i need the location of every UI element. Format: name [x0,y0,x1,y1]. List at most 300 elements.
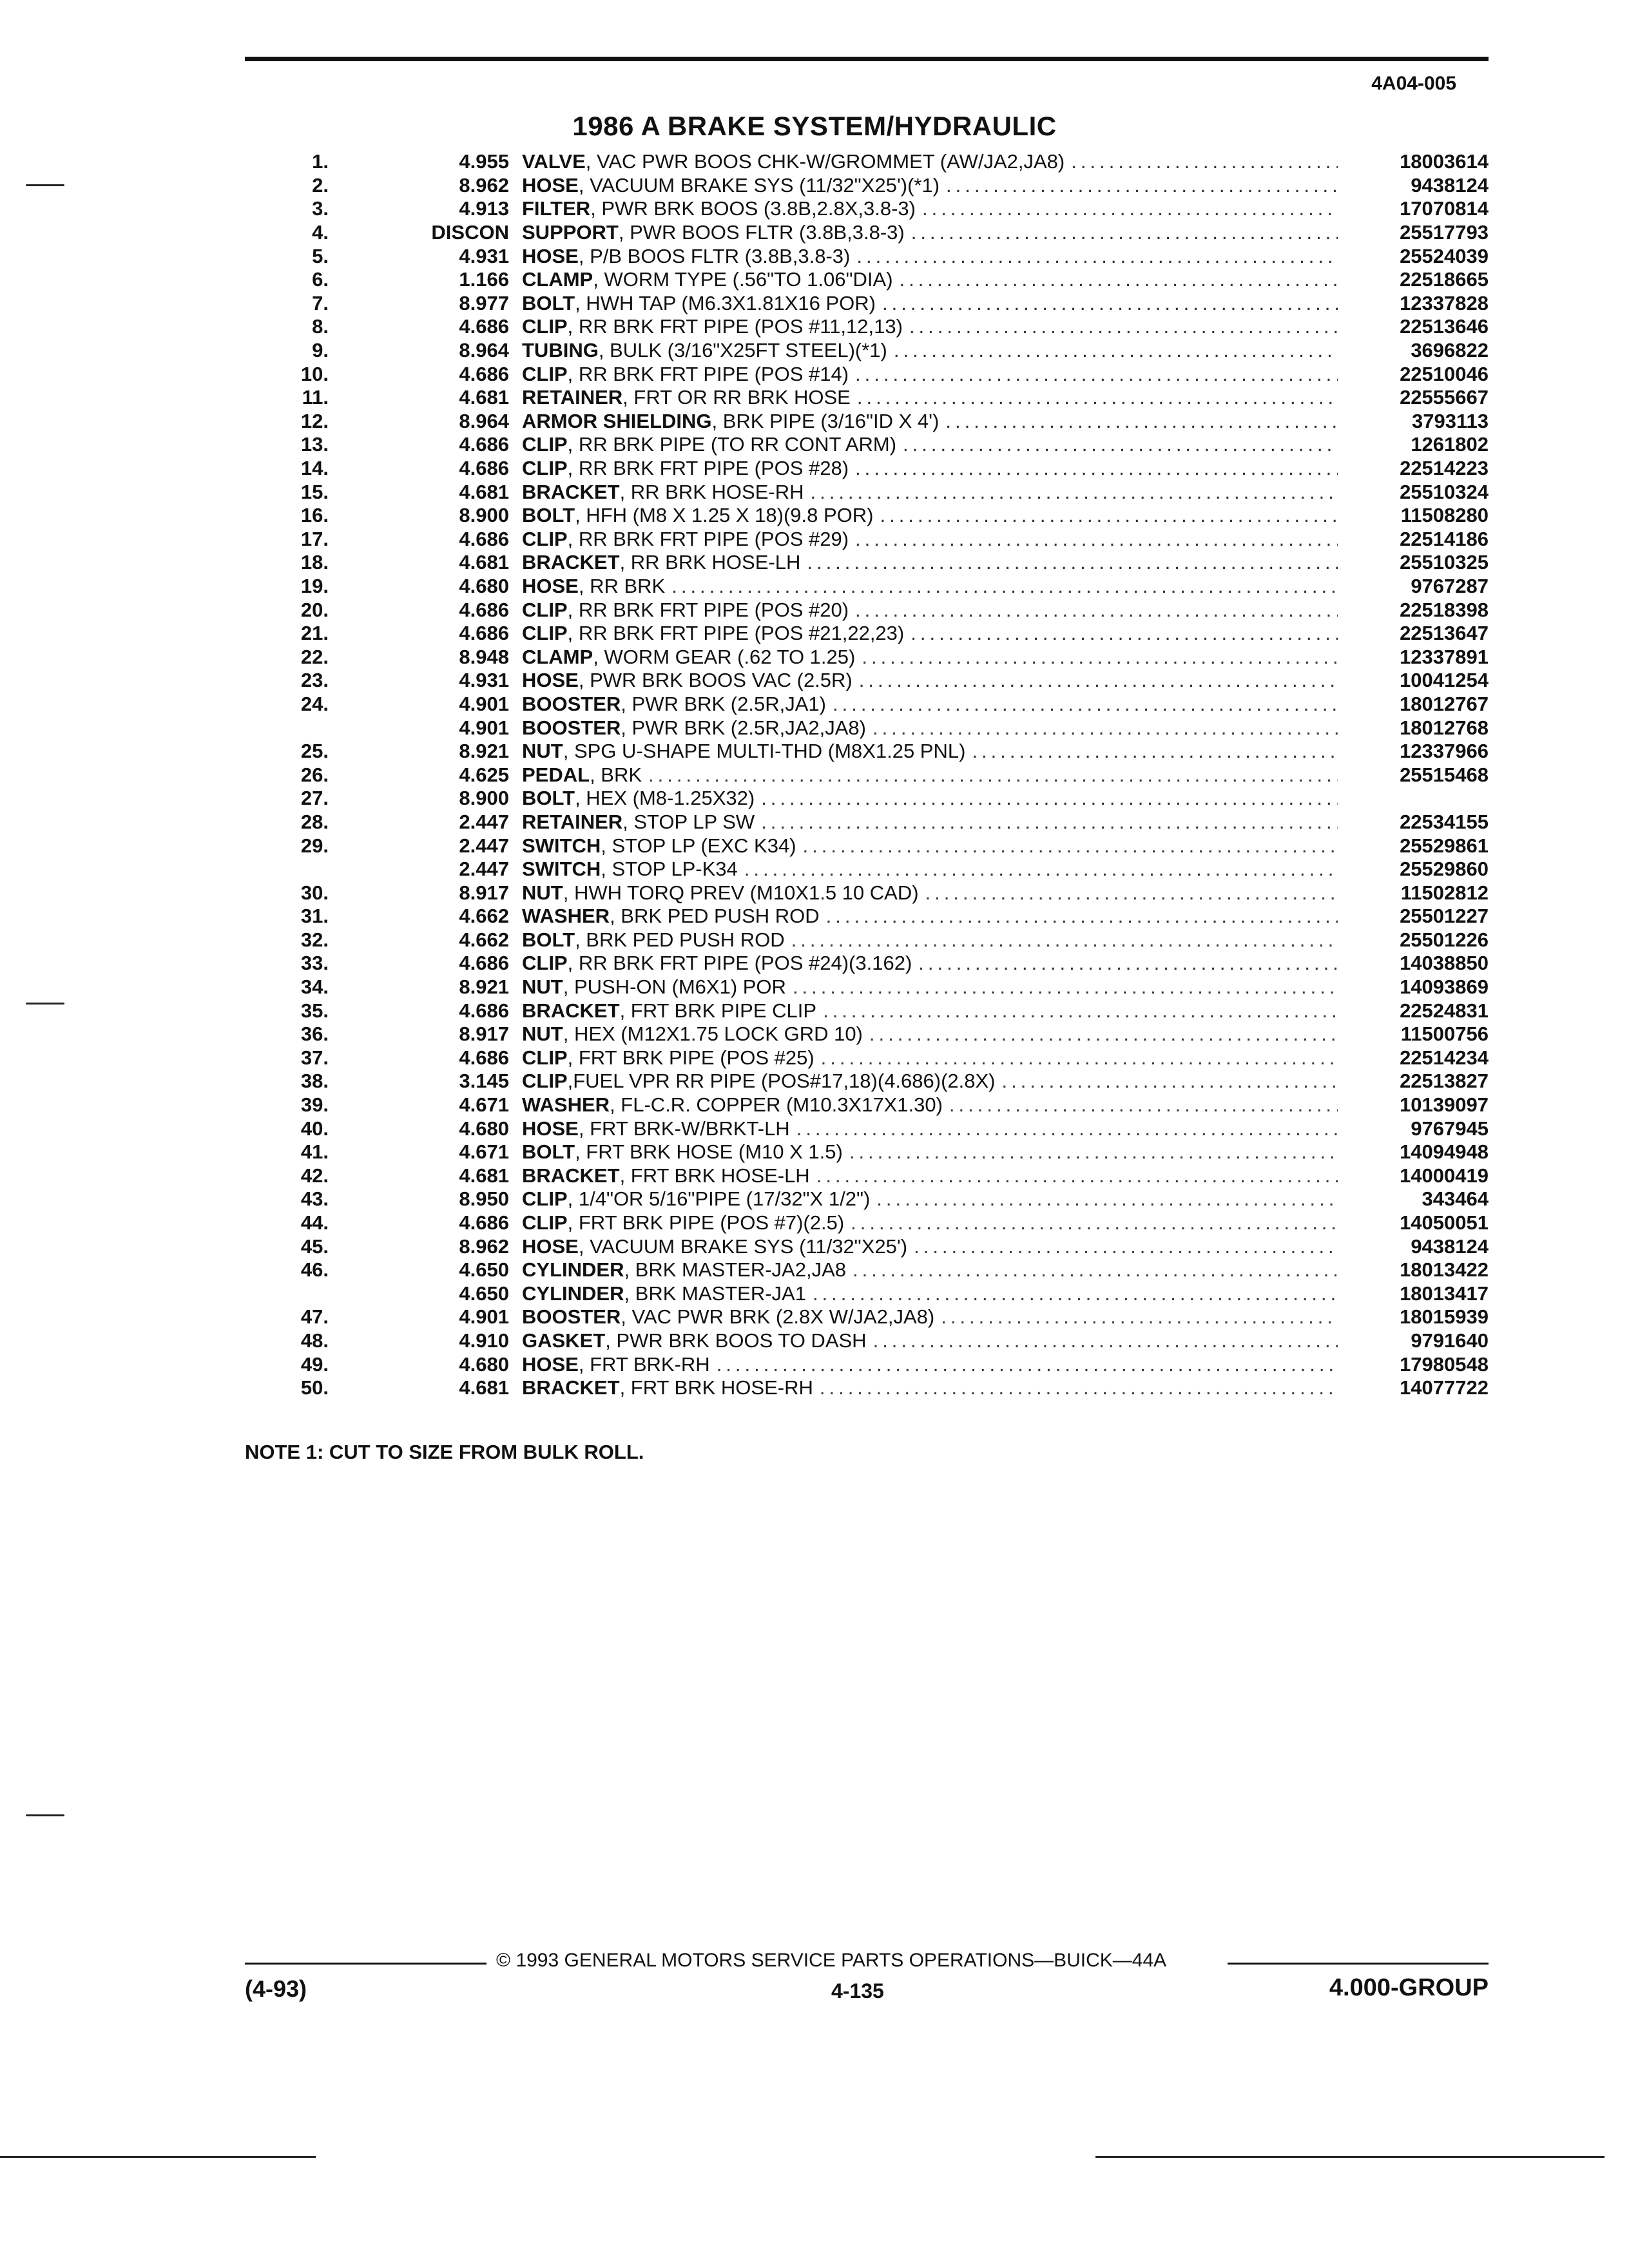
part-row [245,693,1489,716]
leader-dots [816,1164,1338,1187]
part-number: 18015939 [1400,1305,1489,1329]
part-detail: , PWR BRK BOOS (3.8B,2.8X,3.8-3) [590,197,916,220]
part-number: 22518398 [1400,598,1489,621]
item-number: 1. [312,150,329,173]
part-number: 9438124 [1411,173,1489,197]
part-description [522,1140,1347,1164]
leader-dots [761,787,1338,810]
leader-dots [671,575,1338,598]
part-description [522,599,1347,622]
item-number: 4. [312,221,329,244]
group-number: 8.917 [459,1023,509,1046]
item-number: 6. [312,268,329,291]
part-name: FILTER [522,197,591,220]
part-detail: , RR BRK PIPE (TO RR CONT ARM) [567,433,897,456]
part-description [522,787,1347,810]
group-number: 4.680 [459,574,509,597]
part-number: 25510324 [1400,480,1489,503]
part-detail: , FRT BRK PIPE CLIP [619,999,817,1022]
part-name: RETAINER [522,810,623,833]
part-detail: , FRT BRK-RH [578,1352,710,1376]
item-number: 14. [300,457,329,480]
part-row [245,339,1489,363]
part-name: RETAINER [522,386,623,409]
part-detail: , FL-C.R. COPPER (M10.3X17X1.30) [610,1093,943,1117]
part-description [522,551,1347,574]
part-name: CLIP [522,433,568,456]
group-number: 4.681 [459,386,509,409]
item-number: 24. [300,692,329,715]
leader-dots [717,1353,1338,1376]
part-number: 22510046 [1400,362,1489,385]
leader-dots [922,197,1338,220]
part-name: BOLT [522,787,575,810]
item-number: 8. [312,315,329,338]
item-number: 5. [312,244,329,267]
part-name: BOLT [522,928,575,951]
item-number: 43. [300,1187,329,1211]
footnote: NOTE 1: CUT TO SIZE FROM BULK ROLL. [245,1441,644,1463]
part-number: 25529860 [1400,858,1489,881]
part-description [522,1211,1347,1235]
part-number: 25510325 [1400,551,1489,574]
item-number: 32. [300,928,329,951]
part-number: 14077722 [1400,1376,1489,1399]
item-number: 16. [300,504,329,527]
item-number: 9. [312,339,329,362]
leader-dots [855,457,1338,480]
group-number: 4.686 [459,433,509,456]
item-number: 45. [300,1235,329,1258]
item-number: 3. [312,197,329,220]
doc-code: 4A04-005 [1371,73,1456,94]
leader-dots [869,1023,1338,1046]
part-detail: , SPG U-SHAPE MULTI-THD (M8X1.25 PNL) [563,740,966,763]
group-number: 4.686 [459,527,509,550]
part-description [522,481,1347,504]
item-number: 28. [300,810,329,833]
item-number: 31. [300,905,329,928]
part-description [522,1353,1347,1376]
part-detail: , STOP LP-K34 [601,858,738,881]
leader-dots [855,363,1338,386]
part-description [522,1164,1347,1187]
part-number: 14038850 [1400,952,1489,975]
part-description [522,1117,1347,1140]
part-name: NUT [522,1023,563,1046]
part-detail: , BRK PIPE (3/16"ID X 4') [711,409,940,432]
part-number: 1261802 [1411,433,1489,456]
group-number: 4.650 [459,1282,509,1305]
group-number: 4.681 [459,1164,509,1187]
part-detail: , RR BRK FRT PIPE (POS #29) [567,527,849,550]
part-number: 12337828 [1400,291,1489,314]
item-number: 26. [300,763,329,786]
part-name: CLIP [522,457,568,480]
leader-dots [941,1305,1338,1329]
group-number: 4.686 [459,362,509,385]
part-detail: , HEX (M8-1.25X32) [575,787,755,810]
part-name: HOSE [522,1235,579,1258]
part-name: SWITCH [522,834,601,857]
bottom-rule-left [0,2156,316,2158]
part-row [245,386,1489,410]
item-number: 29. [300,834,329,857]
leader-dots [810,481,1338,504]
part-number: 10041254 [1400,669,1489,692]
item-number: 33. [300,952,329,975]
group-number: 4.686 [459,622,509,645]
part-name: WASHER [522,905,610,928]
part-detail: , BULK (3/16"X25FT STEEL)(*1) [598,339,887,362]
part-number: 14050051 [1400,1211,1489,1235]
part-name: CLAMP [522,645,593,668]
part-name: SWITCH [522,858,601,881]
part-row [245,480,1489,504]
item-number: 22. [300,645,329,668]
part-detail: , FRT BRK-W/BRKT-LH [578,1117,790,1140]
part-name: BRACKET [522,1376,620,1399]
part-number: 9767945 [1411,1117,1489,1140]
group-number: 4.686 [459,952,509,975]
part-row [245,197,1489,221]
leader-dots [807,551,1338,574]
part-number: 17070814 [1400,197,1489,220]
part-name: CLIP [522,598,568,621]
part-detail: , RR BRK HOSE-LH [619,551,801,574]
part-detail: , WORM TYPE (.56"TO 1.06"DIA) [593,268,893,291]
part-row [245,504,1489,528]
group-number: DISCON [431,221,509,244]
item-number: 7. [312,291,329,314]
group-number: 4.686 [459,457,509,480]
part-number: 14093869 [1400,975,1489,999]
part-number: 22534155 [1400,810,1489,833]
group-number: 4.680 [459,1117,509,1140]
part-detail: , RR BRK FRT PIPE (POS #14) [567,362,849,385]
part-name: NUT [522,740,563,763]
group-number: 4.681 [459,1376,509,1399]
group-number: 8.977 [459,291,509,314]
group-number: 8.917 [459,881,509,904]
group-number: 4.686 [459,598,509,621]
part-row [245,551,1489,575]
group-number: 4.681 [459,480,509,503]
part-name: CYLINDER [522,1282,624,1305]
group-number: 1.166 [459,268,509,291]
leader-dots [909,315,1338,338]
top-rule [245,57,1489,61]
part-description [522,1070,1347,1093]
part-name: CLIP [522,1211,568,1235]
item-number: 2. [312,173,329,197]
part-number: 3696822 [1411,339,1489,362]
part-row [245,1070,1489,1093]
leader-dots [872,716,1338,740]
item-number: 11. [302,386,329,409]
part-description [522,245,1347,268]
part-name: HOSE [522,244,579,267]
part-description [522,669,1347,692]
leader-dots [648,764,1338,787]
group-number: 8.921 [459,740,509,763]
part-number: 25501226 [1400,928,1489,951]
part-number: 18012768 [1400,716,1489,739]
part-number: 9767287 [1411,574,1489,597]
part-name: CLIP [522,362,568,385]
part-description [522,197,1347,220]
part-row [245,1140,1489,1164]
item-number: 15. [300,480,329,503]
part-description [522,764,1347,787]
part-row [245,575,1489,599]
part-name: NUT [522,975,563,999]
group-number: 2.447 [459,810,509,833]
part-name: BOLT [522,1140,575,1164]
part-description [522,1329,1347,1352]
part-name: BRACKET [522,480,620,503]
part-description [522,315,1347,338]
group-number: 4.955 [459,150,509,173]
part-row [245,716,1489,740]
part-number: 25524039 [1400,244,1489,267]
part-number: 9791640 [1411,1329,1489,1352]
footer-rule-right [1228,1963,1489,1965]
part-description [522,693,1347,716]
leader-dots [876,1187,1338,1211]
part-number: 22555667 [1400,386,1489,409]
part-name: BRACKET [522,1164,620,1187]
leader-dots [791,928,1338,952]
part-description [522,433,1347,456]
part-row [245,1235,1489,1258]
group-number: 4.686 [459,1211,509,1235]
group-number: 8.900 [459,787,509,810]
part-detail: , BRK MASTER-JA1 [624,1282,806,1305]
group-number: 4.686 [459,1046,509,1069]
part-description [522,150,1347,173]
part-detail: , RR BRK HOSE-RH [619,480,804,503]
part-detail: , RR BRK FRT PIPE (POS #20) [567,598,849,621]
part-description [522,811,1347,834]
part-detail: , PWR BRK BOOS TO DASH [605,1329,867,1352]
part-row [245,457,1489,481]
item-number: 46. [300,1258,329,1282]
leader-dots [823,999,1338,1023]
part-name: GASKET [522,1329,606,1352]
part-number: 25529861 [1400,834,1489,857]
item-number: 39. [300,1093,329,1117]
part-number: 22513647 [1400,622,1489,645]
part-detail: , HWH TORQ PREV (M10X1.5 10 CAD) [563,881,919,904]
part-number: 12337891 [1400,645,1489,668]
group-number: 4.931 [459,244,509,267]
part-description [522,740,1347,763]
leader-dots [945,410,1338,433]
part-row [245,834,1489,858]
part-description [522,1282,1347,1305]
part-description [522,575,1347,598]
part-row [245,1164,1489,1188]
part-row [245,1211,1489,1235]
part-row [245,975,1489,999]
group-number: 8.964 [459,339,509,362]
group-number: 4.662 [459,905,509,928]
part-name: CLIP [522,1046,568,1069]
item-number: 30. [300,881,329,904]
part-number: 25501227 [1400,905,1489,928]
part-number: 3793113 [1412,409,1489,432]
leader-dots [949,1093,1338,1117]
part-row [245,1352,1489,1376]
part-number: 18012767 [1400,692,1489,715]
group-number: 4.662 [459,928,509,951]
part-detail: , BRK PED PUSH ROD [610,905,820,928]
group-number: 8.921 [459,975,509,999]
part-number: 25515468 [1400,763,1489,786]
part-description [522,1305,1347,1329]
leader-dots [851,1211,1338,1235]
part-description [522,928,1347,952]
part-detail: , HEX (M12X1.75 LOCK GRD 10) [563,1023,863,1046]
part-description [522,1023,1347,1046]
group-number: 4.625 [459,763,509,786]
part-row [245,1187,1489,1211]
part-row [245,787,1489,811]
part-row [245,362,1489,386]
group-number: 8.962 [459,173,509,197]
part-description [522,410,1347,433]
part-detail: ,FUEL VPR RR PIPE (POS#17,18)(4.686)(2.8X) [567,1070,996,1093]
part-detail: , FRT BRK PIPE (POS #7)(2.5) [567,1211,845,1235]
part-description [522,1258,1347,1282]
part-detail: , FRT BRK PIPE (POS #25) [567,1046,815,1069]
part-detail: , PWR BOOS FLTR (3.8B,3.8-3) [618,221,905,244]
group-number: 8.900 [459,504,509,527]
part-description [522,339,1347,362]
part-detail: , BRK [590,763,642,786]
item-number: 34. [300,975,329,999]
part-name: HOSE [522,1352,579,1376]
part-detail: , FRT BRK HOSE-RH [619,1376,813,1399]
part-row [245,1117,1489,1140]
part-description [522,1235,1347,1258]
part-name: WASHER [522,1093,610,1117]
part-row [245,174,1489,198]
part-description [522,363,1347,386]
part-name: PEDAL [522,763,590,786]
part-row [245,268,1489,292]
part-detail: , FRT BRK HOSE-LH [619,1164,810,1187]
part-description [522,858,1347,881]
item-number: 13. [300,433,329,456]
part-row [245,1023,1489,1046]
leader-dots [833,693,1338,716]
part-detail: , 1/4"OR 5/16"PIPE (17/32"X 1/2") [567,1187,871,1211]
part-row [245,528,1489,552]
leader-dots [855,599,1338,622]
leader-dots [946,174,1338,197]
part-name: BOOSTER [522,1305,621,1329]
part-row [245,244,1489,268]
part-row [245,928,1489,952]
leader-dots [911,221,1338,244]
item-number: 42. [300,1164,329,1187]
item-number: 35. [300,999,329,1022]
leader-dots [857,386,1338,409]
part-row [245,1282,1489,1306]
part-detail: , PWR BRK (2.5R,JA1) [621,692,826,715]
leader-dots [911,622,1338,645]
part-name: ARMOR SHIELDING [522,409,712,432]
part-detail: , FRT BRK HOSE (M10 X 1.5) [575,1140,843,1164]
part-description [522,905,1347,928]
group-number: 4.681 [459,551,509,574]
part-number: 9438124 [1411,1235,1489,1258]
part-name: BOLT [522,291,575,314]
part-description [522,528,1347,551]
part-row [245,952,1489,975]
group-number: 4.671 [459,1140,509,1164]
part-row [245,292,1489,316]
part-number: 22518665 [1400,268,1489,291]
leader-dots [882,292,1338,315]
leader-dots [873,1329,1338,1352]
part-description [522,292,1347,315]
page-number: 4-135 [831,1979,884,2003]
part-row [245,410,1489,434]
part-description [522,881,1347,905]
part-row [245,598,1489,622]
part-row [245,1376,1489,1400]
part-detail: , PWR BRK BOOS VAC (2.5R) [578,669,853,692]
item-number: 18. [300,551,329,574]
part-name: HOSE [522,173,579,197]
item-number: 27. [300,787,329,810]
part-detail: , PUSH-ON (M6X1) POR [563,975,786,999]
part-name: CLIP [522,1187,568,1211]
group-number: 4.686 [459,999,509,1022]
bottom-rule-right [1095,2156,1605,2158]
part-number: 18003614 [1400,150,1489,173]
part-description [522,975,1347,999]
item-number: 37. [300,1046,329,1069]
part-description [522,457,1347,480]
part-description [522,1093,1347,1117]
leader-dots [856,245,1338,268]
leader-dots [826,905,1338,928]
group-number: 4.913 [459,197,509,220]
part-row [245,315,1489,339]
part-detail: , STOP LP (EXC K34) [601,834,796,857]
part-number: 22514234 [1400,1046,1489,1069]
leader-dots [821,1046,1338,1070]
part-row [245,1046,1489,1070]
part-name: SUPPORT [522,221,619,244]
leader-dots [744,858,1338,881]
item-number: 17. [300,527,329,550]
part-number: 11508280 [1400,504,1489,527]
part-name: BRACKET [522,999,620,1022]
part-detail: , VAC PWR BOOS CHK-W/GROMMET (AW/JA2,JA8) [585,150,1065,173]
item-number: 40. [300,1117,329,1140]
item-number: 36. [300,1023,329,1046]
part-detail: , VACUUM BRAKE SYS (11/32"X25') [578,1235,908,1258]
part-name: NUT [522,881,563,904]
part-row [245,150,1489,174]
group-number: 4.671 [459,1093,509,1117]
part-detail: , VAC PWR BRK (2.8X W/JA2,JA8) [621,1305,935,1329]
